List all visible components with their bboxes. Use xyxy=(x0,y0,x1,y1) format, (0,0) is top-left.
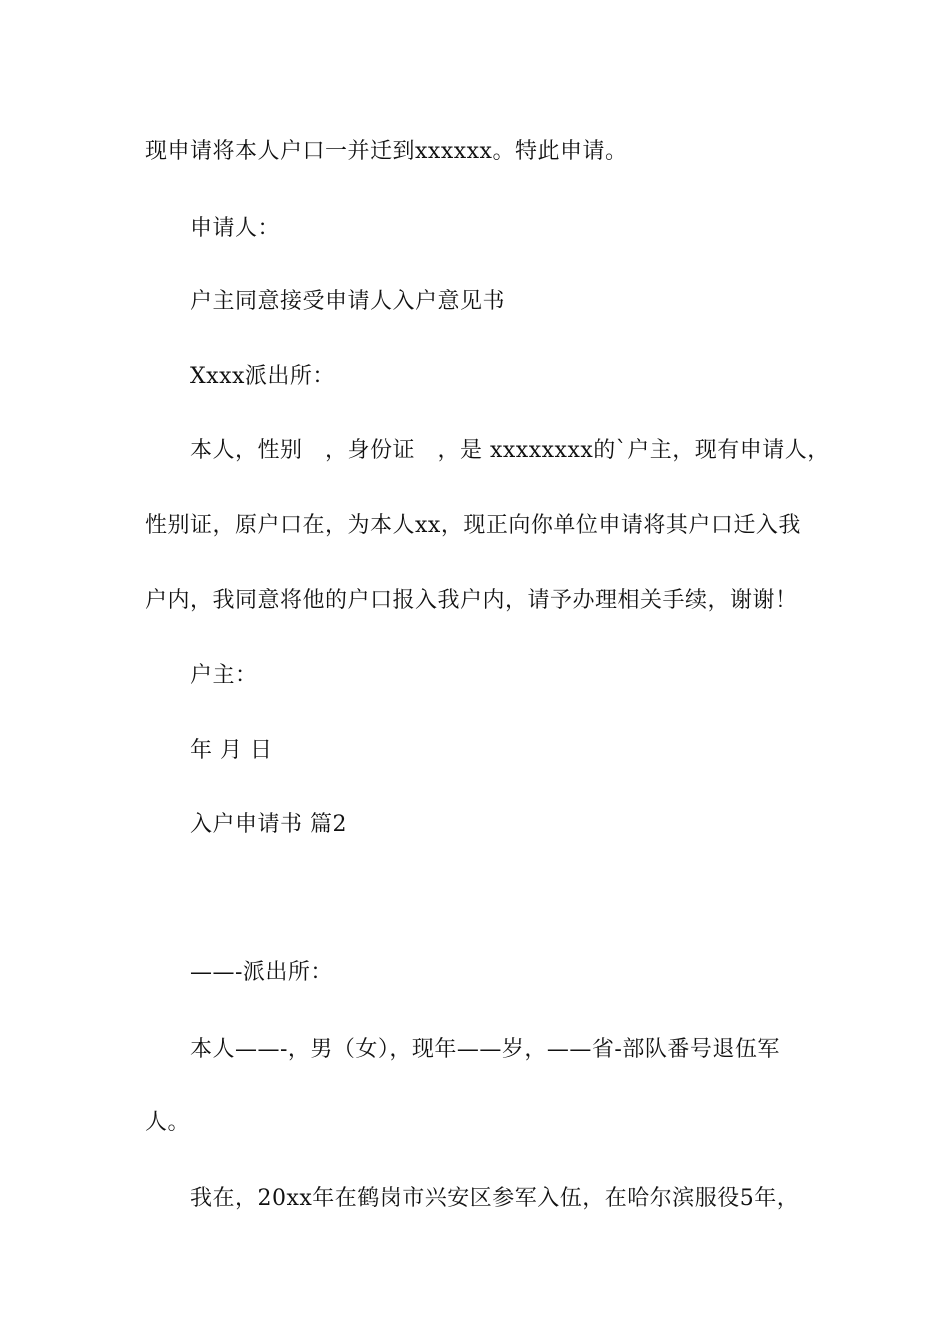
paragraph-line: 人。 xyxy=(145,1110,191,1135)
householder-signature-line: 户主： xyxy=(190,663,258,688)
addressee-line: ——-派出所： xyxy=(190,960,333,985)
section-heading: 入户申请书 篇2 xyxy=(190,812,347,837)
paragraph-line: 本人——-，男（女），现年——岁，——省-部队番号退伍军 xyxy=(190,1037,780,1062)
paragraph-line: 我在，20xx年在鹤岗市兴安区参军入伍，在哈尔滨服役5年， xyxy=(190,1186,800,1211)
paragraph-line: 现申请将本人户口一并迁到xxxxxx。特此申请。 xyxy=(145,139,628,164)
paragraph-line: 性别证，原户口在，为本人xx，现正向你单位申请将其户口迁入我 xyxy=(145,513,801,538)
section-heading: 户主同意接受申请人入户意见书 xyxy=(190,289,506,314)
addressee-line: Xxxx派出所： xyxy=(190,364,335,389)
paragraph-line: 本人，性别 ，身份证 ，是 xxxxxxxx的`户主，现有申请人， xyxy=(190,438,830,463)
date-line: 年 月 日 xyxy=(190,738,273,763)
paragraph-line: 户内，我同意将他的户口报入我户内，请予办理相关手续，谢谢！ xyxy=(145,588,798,613)
applicant-signature-line: 申请人： xyxy=(190,216,281,241)
